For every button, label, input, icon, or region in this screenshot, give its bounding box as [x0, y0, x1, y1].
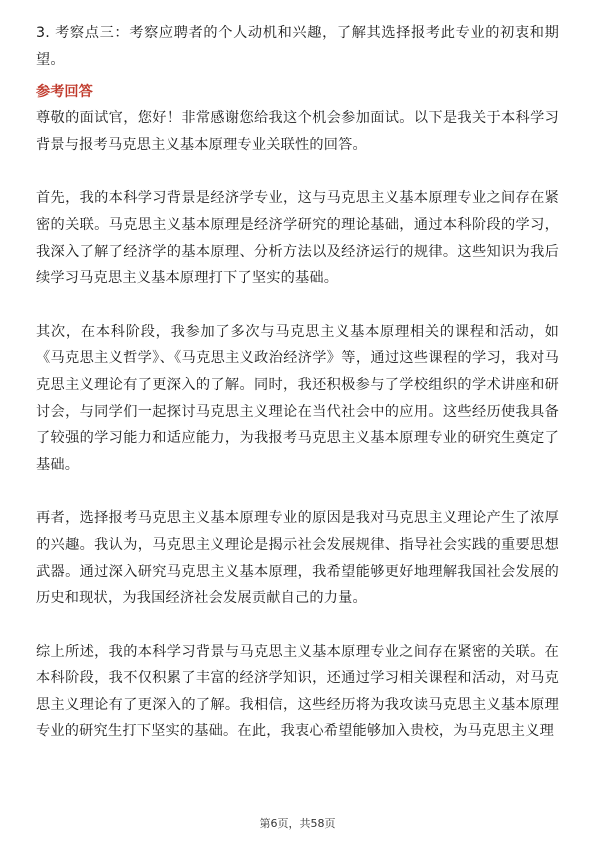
paragraph-spacer — [36, 158, 559, 185]
answer-paragraph-second: 其次，在本科阶段，我参加了多次与马克思主义基本原理相关的课程和活动，如《马克思主义哲学》、《马克思主义政治经济学》等，通过这些课程的学习，我对马克思主义理论有了更深入的了解。同时，我还积极参与了学校组织的学术讲座和研讨会，与同学们一起探讨马克思主义理论在当代社会中的应用。这些经历使我具备了较强的学习能力和适应能力，为我报考马克思主义基本原理专业的研究生奠定了基础。 — [36, 323, 559, 473]
answer-paragraph-summary: 综上所述，我的本科学习背景与马克思主义基本原理专业之间存在紧密的关联。在本科阶段，我不仅积累了丰富的经济学知识，还通过学习相关课程和活动，对马克思主义理论有了更深入的了解。我相信，这些经历将为我攻读马克思主义基本原理专业的研究生打下坚实的基础。在此，我衷心希望能够加入贵校，为马克思主义理 — [36, 643, 559, 740]
answer-paragraph-intro: 尊敬的面试官，您好！非常感谢您给我这个机会参加面试。以下是我关于本科学习背景与报考马克思主义基本原理专业关联性的回答。 — [36, 110, 559, 153]
answer-heading: 参考回答 — [36, 84, 93, 101]
answer-paragraph-first: 首先，我的本科学习背景是经济学专业，这与马克思主义基本原理专业之间存在紧密的关联。马克思主义基本原理是经济学研究的理论基础，通过本科阶段的学习，我深入了解了经济学的基本原理、分析方法以及经济运行的规律。这些知识为我后续学习马克思主义基本原理打下了坚实的基础。 — [36, 190, 559, 287]
page-number-footer: 第6页，共58页 — [259, 817, 336, 830]
paragraph-spacer — [36, 292, 559, 319]
question-text: 3. 考察点三：考察应聘者的个人动机和兴趣，了解其选择报考此专业的初衷和期望。 — [36, 25, 559, 68]
answer-paragraph-third: 再者，选择报考马克思主义基本原理专业的原因是我对马克思主义理论产生了浓厚的兴趣。我认为，马克思主义理论是揭示社会发展规律、指导社会实践的重要思想武器。通过深入研究马克思主义基本原理，我希望能够更好地理解我国社会发展的历史和现状，为我国经济社会发展贡献自己的力量。 — [36, 510, 559, 607]
paragraph-spacer — [36, 612, 559, 639]
paragraph-spacer — [36, 478, 559, 505]
document-page — [36, 20, 559, 745]
